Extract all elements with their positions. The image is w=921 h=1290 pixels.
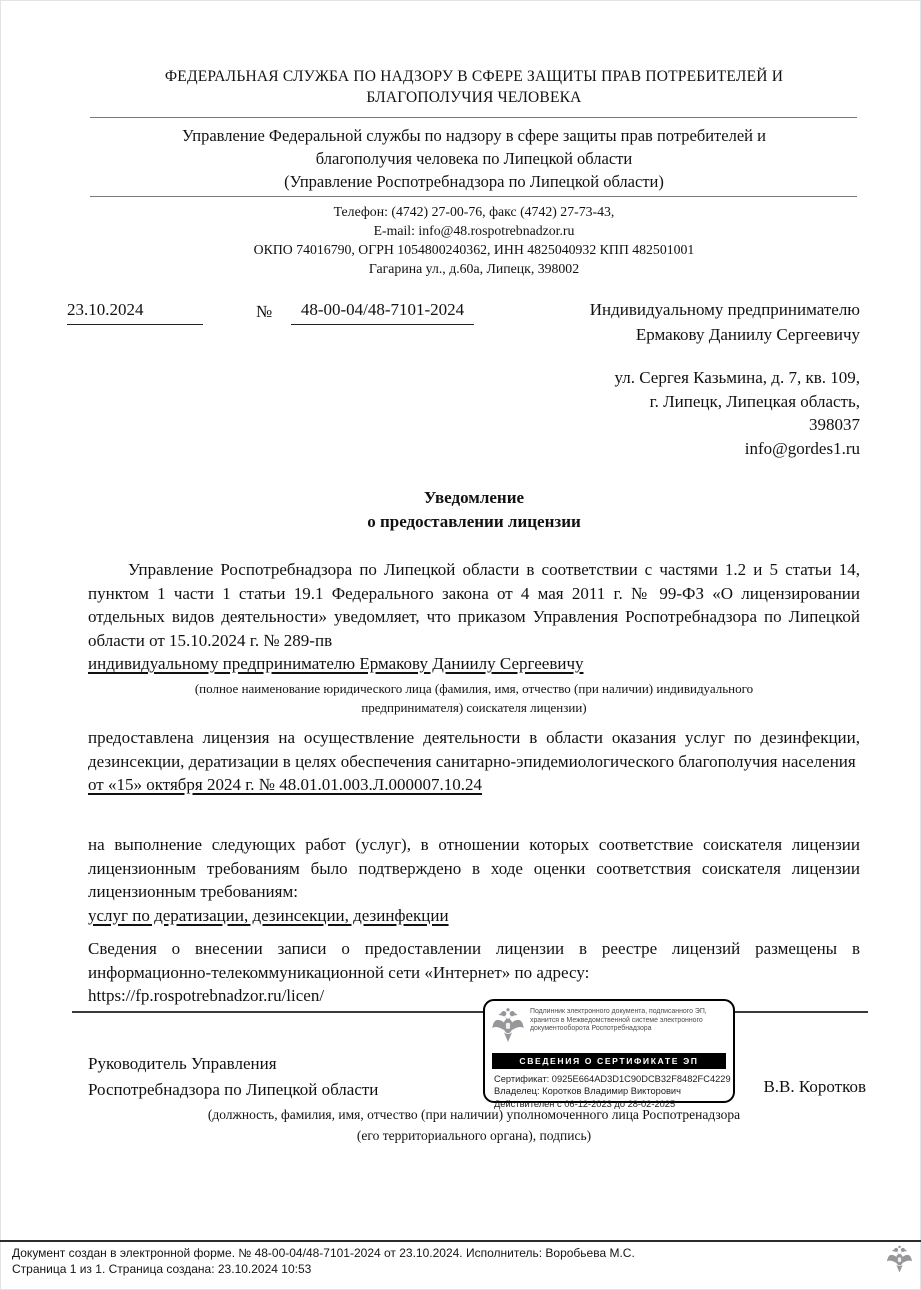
contact-phone: Телефон: (4742) 27-00-76, факс (4742) 27-73-43, [333, 204, 615, 219]
footer-info [12, 1246, 852, 1277]
stamp-details [485, 1069, 733, 1111]
footer-line2: Страница 1 из 1. Страница создана: 23.10.2024 10:53 [12, 1261, 312, 1276]
signature-caption [88, 1104, 860, 1146]
document-title [88, 486, 860, 534]
title-line2: о предоставлении лицензии [367, 512, 581, 531]
stamp-certificate-bar: СВЕДЕНИЯ О СЕРТИФИКАТЕ ЭП [492, 1053, 726, 1069]
header-divider-top [90, 117, 857, 118]
footer-line1: Документ создан в электронной форме. № 48-00-04/48-7101-2024 от 23.10.2024. Исполнитель: Воробьева М.С. [12, 1246, 635, 1260]
paragraph-3-text: на выполнение следующих работ (услуг), в отношении которых соответствие соискателя лицензии лицензионным требованиям было подтверждено в ходе оценки соответствия соискателя лицензии лицензионным требованиям: [88, 835, 860, 901]
stamp-certificate: Сертификат: 0925E664AD3D1C90DCB32F8482FC4229 [494, 1073, 731, 1084]
paragraph-2 [88, 726, 860, 797]
number-sign: № [256, 302, 273, 321]
signature-divider [72, 1011, 868, 1013]
document-number: 48-00-04/48-7101-2024 [291, 300, 474, 325]
department-header [88, 124, 860, 193]
addressee-line2: Ермакову Даниилу Сергеевичу [635, 325, 860, 344]
paragraph-1-text: Управление Роспотребнадзора по Липецкой области в соответствии с частями 1.2 и 5 статьи 14, пунктом 1 части 1 статьи 19.1 Федерального закона от 4 мая 2011 г. № 99-ФЗ «О лицензировании отдельных видов деятельности» уведомляет, что приказом Управления Роспотребнадзора по Липецкой области от 15.10.2024 г. № 289-пв [88, 560, 860, 650]
document-date: 23.10.2024 [67, 300, 203, 325]
footer-rospotrebnadzor-emblem-icon [886, 1243, 913, 1280]
registry-url: https://fp.rospotrebnadzor.ru/licen/ [88, 986, 325, 1005]
addressee-block [440, 297, 860, 347]
signature-caption-line2: (его территориального органа), подпись) [356, 1128, 592, 1143]
header-divider-bottom [90, 196, 857, 197]
licensee-name-underlined: индивидуальному предпринимателю Ермакову Даниилу Сергеевичу [88, 654, 584, 673]
services-underlined: услуг по дератизации, дезинсекции, дезинфекции [88, 905, 449, 925]
department-line1: Управление Федеральной службы по надзору в сфере защиты прав потребителей и [182, 126, 766, 145]
paragraph-4-text: Сведения о внесении записи о предоставлении лицензии в реестре лицензий размещены в информационно-телекоммуникационной сети «Интернет» по адресу: [88, 939, 860, 982]
department-line2: благополучия человека по Липецкой области [315, 149, 633, 168]
electronic-signature-stamp [483, 999, 735, 1110]
addressee-street: ул. Сергея Казьмина, д. 7, кв. 109, [614, 368, 860, 387]
licensee-caption-line2: предпринимателя) соискателя лицензии) [361, 699, 587, 715]
stamp-header [485, 1001, 733, 1052]
stamp-validity: Действителен с 06-12-2023 до 28-02-2025 [494, 1099, 676, 1110]
addressee-email: info@gordes1.ru [744, 438, 860, 458]
org-header-line1: ФЕДЕРАЛЬНАЯ СЛУЖБА ПО НАДЗОРУ В СФЕРЕ ЗАЩИТЫ ПРАВ ПОТРЕБИТЕЛЕЙ И [164, 68, 784, 85]
license-number-underlined: от «15» октября 2024 г. № 48.01.01.003.Л.000007.10.24 [88, 775, 483, 794]
department-line3: (Управление Роспотребнадзора по Липецкой области) [284, 172, 664, 191]
title-line1: Уведомление [423, 488, 525, 507]
org-header [88, 66, 860, 108]
addressee-line1: Индивидуальному предпринимателю [589, 300, 860, 319]
rospotrebnadzor-emblem-icon [491, 1005, 525, 1050]
stamp-owner: Владелец: Коротков Владимир Викторович [494, 1086, 681, 1097]
signer-name: В.В. Коротков [763, 1077, 866, 1096]
signer-position-line1: Руководитель Управления [88, 1054, 277, 1073]
paragraph-3 [88, 833, 860, 927]
signature-caption-line1: (должность, фамилия, имя, отчество (при наличии) уполномоченного лица Роспотренадзора [207, 1107, 741, 1122]
org-header-line2: БЛАГОПОЛУЧИЯ ЧЕЛОВЕКА [366, 89, 582, 106]
paragraph-1 [88, 558, 860, 717]
signer-position [88, 1051, 518, 1103]
contact-codes: ОКПО 74016790, ОГРН 1054800240362, ИНН 4825040932 КПП 482501001 [253, 242, 695, 257]
licensee-caption [88, 679, 860, 717]
addressee-address [440, 366, 860, 460]
footer-divider [0, 1240, 921, 1242]
signer-position-line2: Роспотребнадзора по Липецкой области [88, 1080, 379, 1099]
paragraph-4 [88, 937, 860, 1008]
licensee-caption-line1: (полное наименование юридического лица (фамилия, имя, отчество (при наличии) индивидуального [194, 680, 754, 696]
contact-email: E-mail: info@48.rospotrebnadzor.ru [373, 223, 575, 238]
paragraph-2-text: предоставлена лицензия на осуществление деятельности в области оказания услуг по дезинфекции, дезинсекции, дератизации в целях обеспечения санитарно-эпидемиологического благополучия населения [88, 728, 860, 771]
stamp-note: Подлинник электронного документа, подписанного ЭП, хранится в Межведомственной системе электронного документооборота Роспотребнадзора [530, 1008, 707, 1033]
addressee-city: г. Липецк, Липецкая область, [649, 391, 860, 411]
contact-address: Гагарина ул., д.60а, Липецк, 398002 [368, 261, 580, 276]
contact-block [88, 202, 860, 278]
addressee-zip: 398037 [809, 415, 860, 434]
